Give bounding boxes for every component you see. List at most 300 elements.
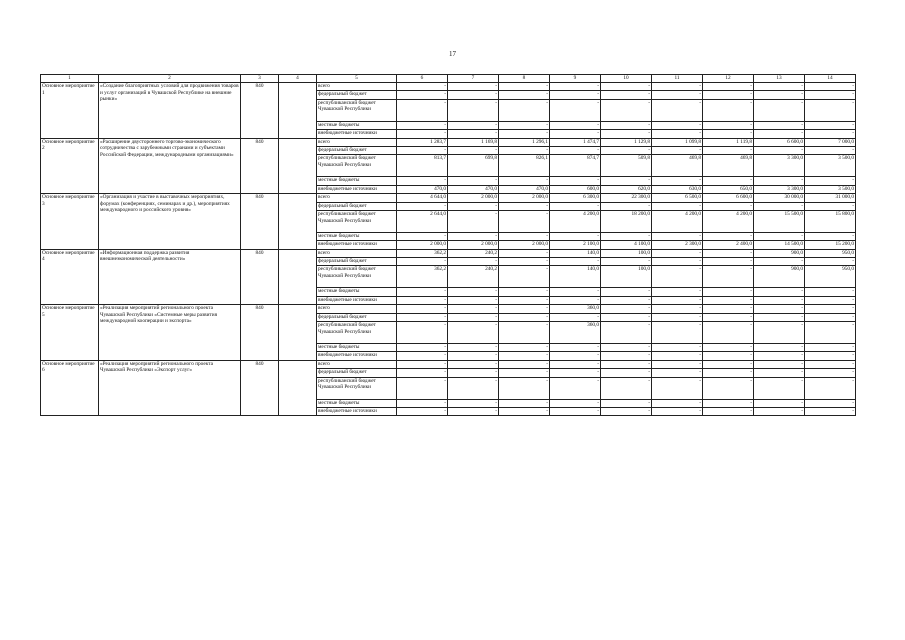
funding-source: федеральный бюджет: [317, 91, 397, 99]
value-cell: -: [397, 360, 448, 368]
funding-source: всего: [317, 249, 397, 257]
value-cell: -: [397, 99, 448, 121]
value-cell: -: [652, 91, 703, 99]
funding-source: внебюджетные источники: [317, 407, 397, 415]
value-cell: -: [448, 232, 499, 240]
value-cell: -: [703, 91, 754, 99]
value-cell: -: [754, 407, 805, 415]
value-cell: -: [652, 177, 703, 185]
value-cell: -: [499, 202, 550, 210]
value-cell: -: [550, 177, 601, 185]
value-cell: -: [499, 344, 550, 352]
funding-source: республиканский бюджет Чувашской Республики: [317, 377, 397, 399]
value-cell: -: [703, 407, 754, 415]
value-cell: 1 283,7: [397, 138, 448, 146]
value-cell: -: [703, 305, 754, 313]
value-cell: 1 099,8: [652, 138, 703, 146]
event-label: Основное мероприятие 3: [41, 194, 99, 250]
value-cell: -: [703, 83, 754, 91]
value-cell: -: [703, 258, 754, 266]
event-code: 840: [241, 83, 279, 139]
value-cell: -: [703, 177, 754, 185]
value-cell: -: [805, 130, 856, 138]
value-cell: -: [805, 91, 856, 99]
funding-source: всего: [317, 360, 397, 368]
value-cell: -: [652, 407, 703, 415]
value-cell: -: [499, 296, 550, 304]
header-cell: 13: [754, 75, 805, 83]
event-name: «Организация и участие в выставочных мероприятиях, форумах (конференциях, семинарах и др.), мероприятиях международного и российского уровня»: [99, 194, 241, 250]
value-cell: -: [499, 377, 550, 399]
value-cell: -: [652, 313, 703, 321]
value-cell: -: [652, 130, 703, 138]
value-cell: 2 400,0: [703, 241, 754, 249]
value-cell: -: [397, 305, 448, 313]
value-cell: 6 300,0: [550, 194, 601, 202]
value-cell: 2 300,0: [652, 241, 703, 249]
value-cell: -: [805, 99, 856, 121]
empty-cell: [279, 83, 317, 139]
value-cell: -: [805, 313, 856, 321]
value-cell: -: [397, 130, 448, 138]
header-cell: 9: [550, 75, 601, 83]
funding-source: всего: [317, 83, 397, 91]
funding-source: федеральный бюджет: [317, 146, 397, 154]
value-cell: -: [754, 360, 805, 368]
value-cell: -: [805, 369, 856, 377]
value-cell: 6 500,0: [652, 194, 703, 202]
value-cell: -: [397, 399, 448, 407]
value-cell: -: [652, 146, 703, 154]
value-cell: -: [448, 146, 499, 154]
value-cell: -: [703, 296, 754, 304]
value-cell: 2 000,0: [499, 194, 550, 202]
value-cell: 362,2: [397, 249, 448, 257]
value-cell: -: [601, 344, 652, 352]
event-code: 840: [241, 138, 279, 194]
value-cell: -: [703, 266, 754, 288]
value-cell: -: [448, 360, 499, 368]
value-cell: -: [499, 399, 550, 407]
value-cell: -: [754, 91, 805, 99]
value-cell: -: [805, 232, 856, 240]
value-cell: -: [397, 91, 448, 99]
value-cell: -: [601, 177, 652, 185]
value-cell: 100,0: [601, 249, 652, 257]
event-code: 840: [241, 305, 279, 361]
event-label: Основное мероприятие 2: [41, 138, 99, 194]
value-cell: -: [448, 296, 499, 304]
event-name: «Информационная поддержка развития внешнеэкономической деятельности»: [99, 249, 241, 305]
value-cell: -: [754, 344, 805, 352]
value-cell: 900,0: [754, 266, 805, 288]
value-cell: -: [499, 146, 550, 154]
value-cell: -: [652, 258, 703, 266]
value-cell: -: [703, 130, 754, 138]
value-cell: -: [448, 399, 499, 407]
value-cell: -: [499, 258, 550, 266]
value-cell: 469,8: [652, 155, 703, 177]
value-cell: 6 600,0: [754, 138, 805, 146]
value-cell: -: [397, 83, 448, 91]
table-row: [41, 249, 856, 257]
value-cell: -: [703, 344, 754, 352]
value-cell: -: [805, 352, 856, 360]
value-cell: -: [550, 344, 601, 352]
value-cell: -: [805, 146, 856, 154]
value-cell: -: [754, 305, 805, 313]
value-cell: 699,8: [448, 155, 499, 177]
value-cell: -: [499, 177, 550, 185]
value-cell: 3 500,0: [805, 155, 856, 177]
value-cell: -: [754, 399, 805, 407]
value-cell: -: [448, 407, 499, 415]
value-cell: -: [499, 288, 550, 296]
value-cell: -: [652, 322, 703, 344]
value-cell: -: [703, 99, 754, 121]
value-cell: -: [805, 258, 856, 266]
empty-cell: [279, 194, 317, 250]
value-cell: -: [652, 296, 703, 304]
value-cell: -: [448, 313, 499, 321]
value-cell: -: [550, 202, 601, 210]
value-cell: -: [754, 377, 805, 399]
value-cell: -: [805, 202, 856, 210]
value-cell: -: [754, 202, 805, 210]
value-cell: -: [499, 99, 550, 121]
value-cell: -: [601, 407, 652, 415]
value-cell: -: [601, 305, 652, 313]
value-cell: -: [754, 352, 805, 360]
value-cell: -: [601, 121, 652, 129]
table-row: [41, 305, 856, 313]
event-label: Основное мероприятие 4: [41, 249, 99, 305]
value-cell: -: [652, 121, 703, 129]
value-cell: -: [550, 232, 601, 240]
value-cell: 6 600,0: [703, 194, 754, 202]
value-cell: -: [652, 352, 703, 360]
value-cell: -: [550, 296, 601, 304]
value-cell: -: [448, 210, 499, 232]
value-cell: -: [754, 258, 805, 266]
value-cell: -: [550, 146, 601, 154]
value-cell: -: [448, 322, 499, 344]
funding-source: республиканский бюджет Чувашской Республики: [317, 266, 397, 288]
event-code: 840: [241, 360, 279, 416]
value-cell: -: [499, 130, 550, 138]
header-cell: 8: [499, 75, 550, 83]
value-cell: -: [397, 407, 448, 415]
value-cell: -: [754, 177, 805, 185]
event-label: Основное мероприятие 5: [41, 305, 99, 361]
value-cell: -: [805, 177, 856, 185]
value-cell: 15 500,0: [754, 210, 805, 232]
value-cell: -: [601, 83, 652, 91]
funding-table: [40, 74, 856, 416]
value-cell: -: [448, 202, 499, 210]
empty-cell: [279, 249, 317, 305]
value-cell: -: [550, 121, 601, 129]
value-cell: 2 000,0: [499, 241, 550, 249]
value-cell: -: [397, 146, 448, 154]
value-cell: -: [550, 130, 601, 138]
value-cell: -: [397, 258, 448, 266]
value-cell: -: [754, 99, 805, 121]
value-cell: -: [703, 249, 754, 257]
table-row: [41, 194, 856, 202]
value-cell: -: [397, 202, 448, 210]
value-cell: 470,0: [448, 185, 499, 193]
value-cell: 362,2: [397, 266, 448, 288]
value-cell: -: [448, 369, 499, 377]
value-cell: -: [652, 202, 703, 210]
funding-source: федеральный бюджет: [317, 313, 397, 321]
value-cell: -: [499, 121, 550, 129]
event-name: «Расширение двустороннего торгово-экономического сотрудничества с зарубежными странами и субъектами Российской Федерации, международными организациями»: [99, 138, 241, 194]
value-cell: -: [550, 313, 601, 321]
header-cell: 10: [601, 75, 652, 83]
header-cell: 1: [41, 75, 99, 83]
value-cell: -: [448, 121, 499, 129]
value-cell: 826,1: [499, 155, 550, 177]
value-cell: -: [754, 313, 805, 321]
value-cell: -: [703, 288, 754, 296]
value-cell: -: [397, 344, 448, 352]
value-cell: -: [397, 369, 448, 377]
funding-source: федеральный бюджет: [317, 258, 397, 266]
funding-source: местные бюджеты: [317, 288, 397, 296]
funding-source: внебюджетные источники: [317, 241, 397, 249]
value-cell: -: [397, 232, 448, 240]
funding-source: республиканский бюджет Чувашской Республики: [317, 210, 397, 232]
value-cell: -: [550, 83, 601, 91]
value-cell: 950,0: [805, 266, 856, 288]
table-row: [41, 83, 856, 91]
value-cell: 240,2: [448, 266, 499, 288]
value-cell: 3 300,0: [754, 155, 805, 177]
value-cell: -: [805, 399, 856, 407]
value-cell: -: [601, 258, 652, 266]
value-cell: -: [397, 352, 448, 360]
value-cell: -: [703, 377, 754, 399]
value-cell: 1 296,1: [499, 138, 550, 146]
header-cell: 7: [448, 75, 499, 83]
value-cell: 509,8: [601, 155, 652, 177]
value-cell: 4 200,0: [550, 210, 601, 232]
value-cell: -: [703, 313, 754, 321]
value-cell: -: [601, 91, 652, 99]
value-cell: -: [703, 202, 754, 210]
value-cell: -: [703, 322, 754, 344]
header-cell: 2: [99, 75, 241, 83]
value-cell: 874,7: [550, 155, 601, 177]
value-cell: -: [805, 360, 856, 368]
value-cell: -: [652, 83, 703, 91]
value-cell: -: [805, 322, 856, 344]
funding-source: местные бюджеты: [317, 121, 397, 129]
value-cell: 15 800,0: [805, 210, 856, 232]
value-cell: 22 300,0: [601, 194, 652, 202]
value-cell: 360,0: [550, 322, 601, 344]
value-cell: -: [499, 83, 550, 91]
event-code: 840: [241, 249, 279, 305]
value-cell: -: [601, 399, 652, 407]
value-cell: -: [805, 377, 856, 399]
value-cell: 813,7: [397, 155, 448, 177]
event-code: 840: [241, 194, 279, 250]
page-number: 17: [449, 50, 456, 58]
value-cell: -: [652, 232, 703, 240]
value-cell: -: [652, 360, 703, 368]
value-cell: -: [601, 288, 652, 296]
value-cell: -: [448, 177, 499, 185]
value-cell: -: [805, 305, 856, 313]
value-cell: -: [601, 146, 652, 154]
value-cell: 100,0: [601, 266, 652, 288]
value-cell: -: [703, 146, 754, 154]
value-cell: -: [703, 360, 754, 368]
funding-source: местные бюджеты: [317, 177, 397, 185]
funding-source: всего: [317, 194, 397, 202]
value-cell: 620,0: [601, 185, 652, 193]
empty-cell: [279, 138, 317, 194]
header-cell: 4: [279, 75, 317, 83]
value-cell: -: [754, 288, 805, 296]
value-cell: -: [805, 344, 856, 352]
header-cell: 14: [805, 75, 856, 83]
value-cell: -: [703, 369, 754, 377]
value-cell: -: [601, 377, 652, 399]
funding-source: внебюджетные источники: [317, 352, 397, 360]
value-cell: 2 000,0: [397, 241, 448, 249]
value-cell: 1 129,8: [601, 138, 652, 146]
value-cell: -: [448, 99, 499, 121]
value-cell: -: [448, 344, 499, 352]
value-cell: -: [652, 266, 703, 288]
value-cell: -: [754, 130, 805, 138]
value-cell: -: [448, 130, 499, 138]
value-cell: -: [397, 288, 448, 296]
value-cell: -: [805, 121, 856, 129]
value-cell: -: [805, 296, 856, 304]
value-cell: 600,0: [550, 185, 601, 193]
value-cell: -: [499, 313, 550, 321]
value-cell: -: [550, 369, 601, 377]
event-name: «Реализация мероприятий регионального проекта Чувашской Республики «Экспорт услуг»: [99, 360, 241, 416]
value-cell: -: [499, 360, 550, 368]
value-cell: -: [652, 305, 703, 313]
header-row: [41, 75, 856, 83]
value-cell: 1 169,8: [448, 138, 499, 146]
value-cell: -: [601, 352, 652, 360]
event-label: Основное мероприятие 1: [41, 83, 99, 139]
value-cell: -: [550, 288, 601, 296]
value-cell: -: [499, 266, 550, 288]
header-cell: 5: [317, 75, 397, 83]
value-cell: -: [754, 322, 805, 344]
event-name: «Реализация мероприятий регионального проекта Чувашской Республики «Системные меры развития международной кооперации и экспорта»: [99, 305, 241, 361]
empty-cell: [279, 305, 317, 361]
value-cell: -: [448, 258, 499, 266]
value-cell: -: [448, 83, 499, 91]
value-cell: 2 000,0: [448, 194, 499, 202]
funding-source: местные бюджеты: [317, 232, 397, 240]
value-cell: -: [754, 146, 805, 154]
value-cell: -: [448, 288, 499, 296]
value-cell: 31 000,0: [805, 194, 856, 202]
value-cell: 7 000,0: [805, 138, 856, 146]
event-name: «Создание благоприятных условий для продвижения товаров и услуг организаций в Чувашской Республике на внешние рынки»: [99, 83, 241, 139]
value-cell: -: [652, 399, 703, 407]
value-cell: -: [805, 288, 856, 296]
value-cell: 630,0: [652, 185, 703, 193]
value-cell: 2 644,0: [397, 210, 448, 232]
value-cell: -: [499, 322, 550, 344]
value-cell: -: [550, 99, 601, 121]
value-cell: -: [754, 296, 805, 304]
value-cell: 2 000,0: [448, 241, 499, 249]
value-cell: -: [448, 377, 499, 399]
event-label: Основное мероприятие 6: [41, 360, 99, 416]
value-cell: -: [499, 249, 550, 257]
value-cell: -: [652, 369, 703, 377]
value-cell: 470,0: [499, 185, 550, 193]
value-cell: -: [601, 360, 652, 368]
value-cell: 2 100,0: [550, 241, 601, 249]
value-cell: -: [703, 399, 754, 407]
funding-source: местные бюджеты: [317, 344, 397, 352]
value-cell: 140,0: [550, 249, 601, 257]
value-cell: -: [550, 399, 601, 407]
value-cell: -: [601, 232, 652, 240]
value-cell: 4 200,0: [703, 210, 754, 232]
value-cell: -: [703, 352, 754, 360]
table-row: [41, 360, 856, 368]
value-cell: -: [754, 83, 805, 91]
value-cell: -: [601, 369, 652, 377]
value-cell: -: [448, 91, 499, 99]
value-cell: -: [550, 407, 601, 415]
value-cell: -: [652, 377, 703, 399]
header-cell: 3: [241, 75, 279, 83]
value-cell: -: [754, 121, 805, 129]
value-cell: 4 644,0: [397, 194, 448, 202]
value-cell: 4 100,0: [601, 241, 652, 249]
value-cell: -: [499, 210, 550, 232]
value-cell: 469,8: [703, 155, 754, 177]
value-cell: 1 119,8: [703, 138, 754, 146]
value-cell: -: [499, 305, 550, 313]
funding-source: республиканский бюджет Чувашской Республики: [317, 155, 397, 177]
value-cell: 14 500,0: [754, 241, 805, 249]
value-cell: 15 200,0: [805, 241, 856, 249]
funding-source: республиканский бюджет Чувашской Республики: [317, 322, 397, 344]
value-cell: -: [601, 296, 652, 304]
funding-source: внебюджетные источники: [317, 296, 397, 304]
value-cell: -: [448, 352, 499, 360]
value-cell: -: [703, 121, 754, 129]
funding-source: всего: [317, 305, 397, 313]
value-cell: 18 200,0: [601, 210, 652, 232]
value-cell: 3 300,0: [754, 185, 805, 193]
funding-source: внебюджетные источники: [317, 130, 397, 138]
value-cell: -: [499, 352, 550, 360]
value-cell: -: [601, 202, 652, 210]
value-cell: 360,0: [550, 305, 601, 313]
value-cell: -: [499, 369, 550, 377]
value-cell: -: [550, 91, 601, 99]
value-cell: -: [550, 258, 601, 266]
